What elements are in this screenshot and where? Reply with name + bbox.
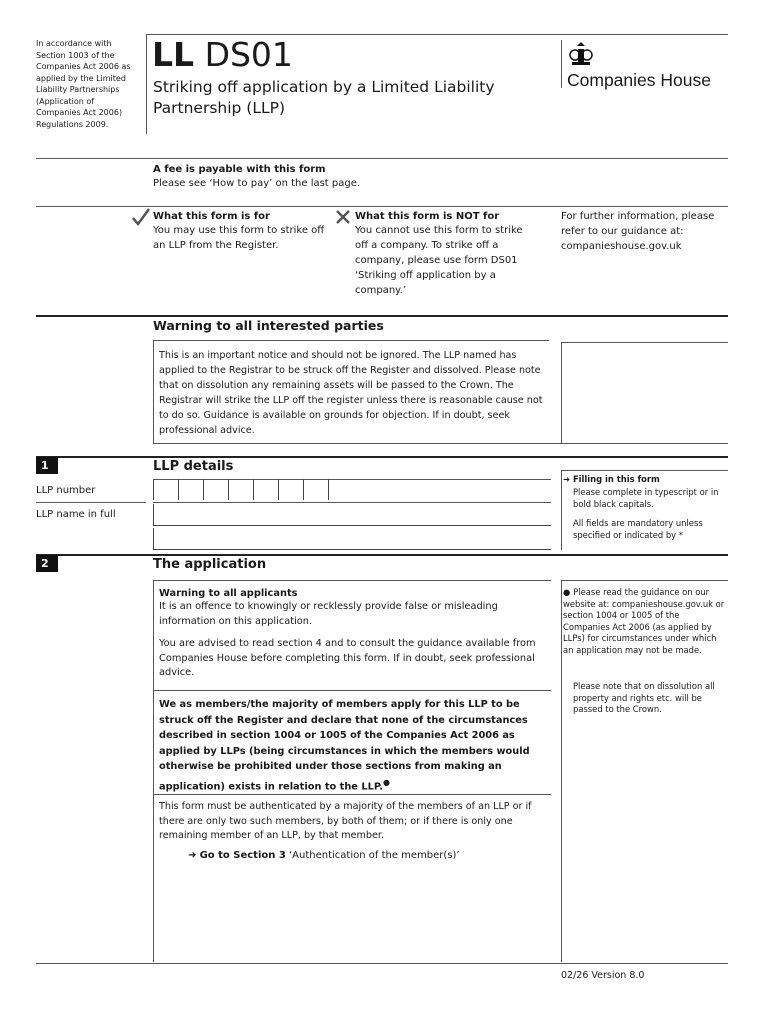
- tick-icon: [131, 207, 151, 227]
- section1-rule-top: [36, 456, 728, 458]
- declaration-rule-top: [153, 690, 551, 691]
- auth-text: This form must be authenticated by a majority of the members of an LLP or if there are only two such members, by both of them; or if there is only one remaining member of an LLP, by that member.: [159, 801, 532, 841]
- llp-name-label: LLP name in full: [36, 509, 116, 520]
- fee-text: Please see ‘How to pay’ on the last page.: [153, 178, 361, 189]
- llp-number-digit-4[interactable]: [228, 479, 253, 500]
- warning-text: This is an important notice and should not be ignored. The LLP named has applied to the Registrar to be struck off the Register and dissolved. Please note that on dissolution any remaining assets will be passed to the Crown. The Registrar will strike the LLP off the register unless there is reasonable cause not to do so. Guidance is available on grounds for objection. If in doubt, seek professional advice.: [159, 350, 543, 436]
- side-guidance-left: [561, 580, 562, 962]
- llp-number-field-bottom: [153, 502, 551, 503]
- goto-text: ‘Authentication of the member(s)’: [289, 850, 460, 861]
- form-id: [152, 36, 293, 74]
- side-info-icon: ●: [563, 587, 574, 597]
- section2-rule-top: [36, 554, 728, 556]
- declaration-body: We as members/the majority of members apply for this LLP to be struck off the Register and declare that none of the circumstances described in section 1004 or 1005 of the Companies Act 2006 as applied by LLPs (being circumstances in which the members would otherwise be prohibited under those sections from making an application) exists in relation to the LLP.: [159, 699, 530, 792]
- cross-icon: [334, 208, 352, 226]
- section2-number: 2: [36, 555, 58, 572]
- llp-number-label: LLP number: [36, 485, 96, 496]
- filling-heading-text: Filling in this form: [572, 474, 660, 484]
- info-text: For further information, please refer to our guidance at: companieshouse.gov.uk: [561, 211, 715, 252]
- legal-note: In accordance with Section 1003 of the Companies Act 2006 as applied by the Limited Liability Partnerships (Application of Companies Act 2006) Regulations 2009.: [36, 39, 131, 129]
- form-prefix: LL: [152, 35, 195, 74]
- for-heading: What this form is for: [153, 211, 270, 222]
- section2-rule-under: [153, 580, 551, 581]
- info-icon: ●: [382, 777, 390, 787]
- declaration-rule-bottom: [153, 794, 551, 795]
- mandatory-text: All fields are mandatory unless specified or indicated by *: [573, 518, 703, 540]
- section2-title: The application: [153, 557, 267, 572]
- warning-box-bottom: [153, 443, 728, 444]
- version: 02/26 Version 8.0: [561, 970, 645, 981]
- arrow-right-icon: ➜: [563, 474, 573, 484]
- side-guidance-text: Please read the guidance on our website at: companieshouse.gov.uk or section 1004 or 1005 of the Companies Act 2006 (as applied by LLPs) for circumstances under which an application may not be made.: [563, 587, 725, 655]
- not-for-text: You cannot use this form to strike off a company. To strike off a company, please use form DS01 ‘Striking off application by a company.’: [355, 225, 523, 296]
- for-text: You may use this form to strike off an LLP from the Register.: [153, 225, 325, 251]
- not-for-heading: What this form is NOT for: [355, 211, 500, 222]
- header-divider: [146, 34, 147, 134]
- llp-number-digit-7[interactable]: [303, 479, 328, 500]
- fee-heading: A fee is payable with this form: [153, 164, 326, 175]
- side-box-left: [561, 342, 562, 444]
- llp-number-digit-5[interactable]: [253, 479, 278, 500]
- advise-text: You are advised to read section 4 and to consult the guidance available from Companies House before completing this form. If in doubt, seek professional advice.: [159, 638, 536, 678]
- royal-crest-icon: [566, 40, 596, 68]
- section2-box-left: [153, 580, 154, 962]
- warning-heading: Warning to all interested parties: [153, 318, 384, 333]
- warning-rule-top: [36, 315, 728, 317]
- fee-rule-top: [36, 158, 728, 159]
- side-guidance-top: [561, 580, 728, 581]
- llp-number-digit-1[interactable]: [153, 479, 178, 500]
- goto-section3: [188, 849, 460, 863]
- section1-title: LLP details: [153, 459, 234, 474]
- llp-number-digit-8[interactable]: [328, 479, 353, 500]
- page-bottom-rule: [36, 963, 728, 964]
- side-dissolution: Please note that on dissolution all property and rights etc. will be passed to the Crown.: [573, 681, 715, 714]
- filling-box-top: [561, 470, 728, 471]
- warn-applicants-heading: Warning to all applicants: [159, 588, 298, 599]
- filling-heading: [563, 474, 660, 486]
- side-box-top: [561, 342, 728, 343]
- goto-bold: Go to Section 3: [199, 850, 286, 861]
- llp-number-digit-3[interactable]: [203, 479, 228, 500]
- logo-text: Companies House: [567, 70, 711, 90]
- warning-rule-under: [153, 340, 549, 341]
- form-title-line2: Partnership (LLP): [153, 99, 286, 117]
- declaration-text: [159, 697, 551, 794]
- llp-number-digit-6[interactable]: [278, 479, 303, 500]
- side-guidance: [563, 587, 725, 656]
- section1-number: 1: [36, 457, 58, 474]
- llp-number-field[interactable]: [153, 479, 353, 501]
- filling-text: Please complete in typescript or in bold black capitals.: [573, 487, 719, 509]
- goto-arrow-icon: ➜: [188, 850, 200, 861]
- form-code: DS01: [204, 35, 293, 74]
- warning-box-left: [153, 340, 154, 444]
- llp-number-digit-2[interactable]: [178, 479, 203, 500]
- logo-divider: [561, 40, 562, 88]
- llp-name-field-line2[interactable]: [153, 528, 551, 550]
- filling-box-left: [561, 470, 562, 550]
- form-title-line1: Striking off application by a Limited Liability: [153, 78, 495, 96]
- llp-name-field-line1[interactable]: [153, 504, 551, 526]
- llp-number-label-rule: [36, 502, 146, 503]
- warn-applicants-text: It is an offence to knowingly or recklessly provide false or misleading information on this application.: [159, 601, 498, 627]
